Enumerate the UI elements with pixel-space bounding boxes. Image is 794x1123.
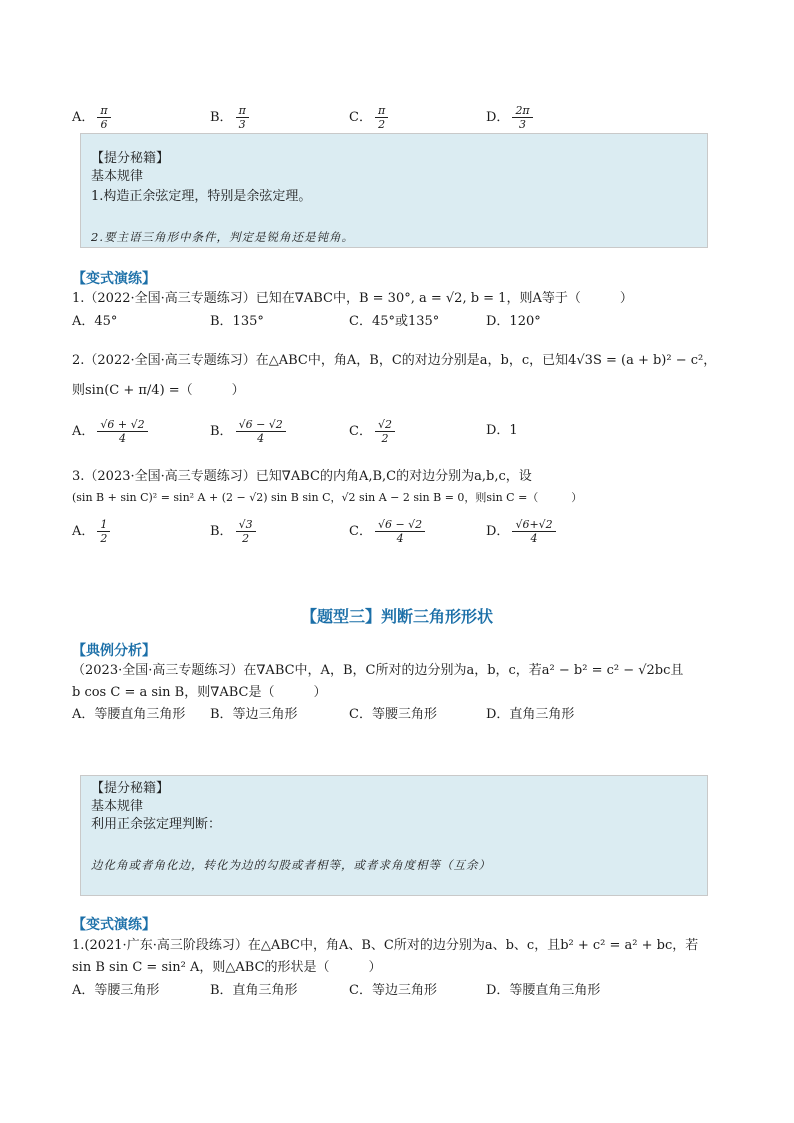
- q1-option-b: B．135°: [210, 314, 264, 329]
- tip-line: 2.要主语三角形中条件，判定是锐角还是钝角。: [91, 230, 354, 244]
- q3-option-c: C． $\frac{√6 - √2}{4}$: [349, 518, 425, 545]
- q2-option-c: C． $\frac{√2}{2}$: [349, 418, 395, 445]
- q3-option-b: B． $\frac{√3}{2}$: [210, 518, 256, 545]
- q3-option-a: A． $\frac{1}{2}$: [72, 518, 110, 545]
- q2-option-a: A． $\frac{√6 + √2}{4}$: [72, 418, 148, 445]
- example-stem: （2023·全国·高三专题练习）在∇ABC中，A，B，C所对的边分别为a，b，c，若a² − b² = c² − √2bc且: [72, 663, 684, 678]
- q2-option-d: D．1: [486, 423, 518, 438]
- section-title: 【题型三】判断三角形形状: [300, 607, 493, 626]
- q1-option-d: D．120°: [486, 314, 541, 329]
- question-3-stem-cont: (sin B + sin C)² = sin² A + (2 − √2) sin B sin C，√2 sin A − 2 sin B = 0，则sin C =（ ）: [72, 491, 583, 504]
- question-2-stem: 2.（2022·全国·高三专题练习）在△ABC中，角A，B，C的对边分别是a，b，c，已知4√3S = (a + b)² − c²，: [72, 353, 717, 368]
- tip-box-2: [80, 775, 708, 896]
- question-4-stem: 1.(2021·广东·高三阶段练习）在△ABC中，角A、B、C所对的边分别为a、b、c，且b² + c² = a² + bc，若: [72, 938, 699, 953]
- variant-heading: 【变式演练】: [72, 271, 156, 287]
- question-4-stem-cont: sin B sin C = sin² A，则△ABC的形状是（ ）: [72, 960, 382, 975]
- q4-option-c: C．等边三角形: [349, 983, 437, 998]
- tip-subtitle: 基本规律: [91, 169, 144, 184]
- tip-line: 边化角或者角化边，转化为边的勾股或者相等，或者求角度相等（互余）: [91, 858, 491, 872]
- q1-option-a: A．45°: [72, 314, 118, 329]
- example-option-a: A．等腰直角三角形: [72, 707, 186, 722]
- example-heading: 【典例分析】: [72, 643, 156, 659]
- question-3-stem: 3.（2023·全国·高三专题练习）已知∇ABC的内角A,B,C的对边分别为a,b,c，设: [72, 469, 532, 484]
- question-1-stem: 1.（2022·全国·高三专题练习）已知在∇ABC中，B = 30°, a = √2, b = 1，则A等于（ ）: [72, 291, 633, 306]
- q4-option-a: A．等腰三角形: [72, 983, 160, 998]
- example-option-b: B．等边三角形: [210, 707, 298, 722]
- variant-heading: 【变式演练】: [72, 917, 156, 933]
- example-option-c: C．等腰三角形: [349, 707, 437, 722]
- question-2-stem-cont: 则sin(C + π/4) =（ ）: [72, 383, 245, 398]
- tip-title: 【提分秘籍】: [91, 151, 170, 166]
- tip-line: 1.构造正余弦定理，特别是余弦定理。: [91, 189, 312, 204]
- example-option-d: D．直角三角形: [486, 707, 575, 722]
- q4-option-b: B．直角三角形: [210, 983, 298, 998]
- q3-option-d: D． $\frac{√6+√2}{4}$: [486, 518, 556, 545]
- tip-subtitle: 基本规律: [91, 799, 144, 814]
- tip-box-1: [80, 133, 708, 248]
- top-option-c: C． $\frac{\pi}{2}$: [349, 104, 388, 131]
- q1-option-c: C．45°或135°: [349, 314, 440, 329]
- top-option-b: B． $\frac{\pi}{3}$: [210, 104, 249, 131]
- example-stem-cont: b cos C = a sin B，则∇ABC是（ ）: [72, 685, 327, 700]
- tip-line: 利用正余弦定理判断：: [91, 817, 222, 832]
- top-option-a: A． $\frac{\pi}{6}$: [72, 104, 111, 131]
- q4-option-d: D．等腰直角三角形: [486, 983, 601, 998]
- top-option-d: D． $\frac{2\pi}{3}$: [486, 104, 533, 131]
- q2-option-b: B． $\frac{√6 - √2}{4}$: [210, 418, 286, 445]
- tip-title: 【提分秘籍】: [91, 781, 170, 796]
